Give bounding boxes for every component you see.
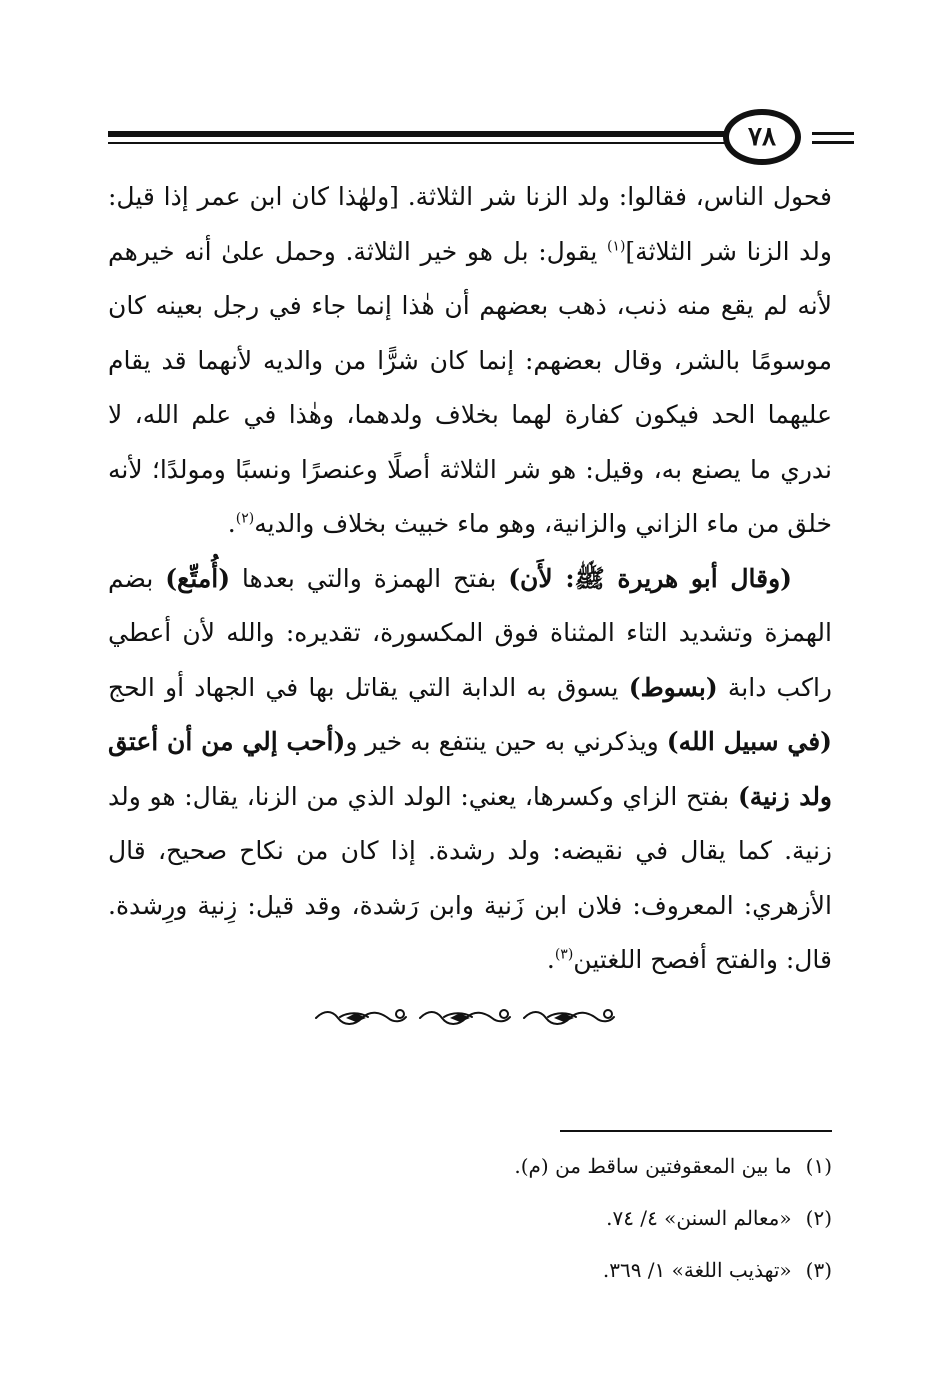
footnote-ref-3[interactable]: (٣) — [554, 946, 574, 963]
p1-text-2: يقول: بل هو خير الثلاثة. وحمل علىٰ أنه خيرهم لأنه لم يقع منه ذنب، ذهب بعضهم أن هٰذا إنما جاء في رجل بعينه كان موسومًا بالشر، وقال بعضهم: إنما كان شرًّا من والديه لأنهما قد يقام عليهما الحد فيكون كفارة لهما بخلاف ولدهما، وهٰذا في علم الله، لا ندري ما يصنع به، وقيل: هو شر الثلاثة أصلًا وعنصرًا ونسبًا ومولدًا؛ لأنه خلق من ماء الزاني والزانية، وهو ماء خبيث بخلاف والديه — [108, 236, 832, 538]
p2-bold-4: (في سبيل الله) — [666, 727, 832, 756]
footnote-ref-2[interactable]: (٢) — [235, 510, 255, 527]
footnote-number: (١) — [805, 1154, 832, 1178]
footnote-text: «تهذيب اللغة» ١/ ٣٦٩. — [602, 1258, 792, 1282]
footnote-ref-1[interactable]: (١) — [606, 238, 626, 255]
footnote-number: (٣) — [805, 1258, 832, 1282]
p2-bold-1: (وقال أبو هريرة ﷺ: لأَن) — [508, 563, 792, 593]
p2-text-3: يسوق به الدابة التي يقاتل بها في الجهاد أو الحج — [108, 672, 629, 702]
footnote-1 — [400, 1140, 832, 1192]
p2-bold-5: (أحب إلي من أن أعتق ولد زنية) — [108, 727, 833, 811]
p2-text-2: بضم الهمزة وتشديد التاء المثناة فوق المكسورة، تقديره: والله لأن أعطي راكب دابة — [108, 563, 833, 702]
header-rule-right-bottom — [812, 141, 854, 144]
footnote-2 — [400, 1192, 832, 1244]
header-rule-right-top — [812, 132, 854, 135]
p2-text-1: بفتح الهمزة والتي بعدها — [230, 563, 509, 593]
p2-text-4: ويذكرني به حين ينتفع به خير و — [345, 727, 667, 756]
footnote-3 — [400, 1244, 832, 1296]
p2-text-6: . — [546, 945, 555, 974]
footnote-separator — [560, 1130, 832, 1132]
body-text — [108, 170, 832, 988]
footnote-text: ما بين المعقوفتين ساقط من (م). — [514, 1154, 792, 1178]
footnotes — [400, 1140, 832, 1296]
footnote-number: (٢) — [805, 1206, 832, 1230]
p2-bold-2: (أُمتِّع) — [165, 563, 231, 593]
header-rule-thin — [108, 142, 725, 144]
header-rule-thick — [108, 131, 725, 137]
section-divider-ornament — [310, 1000, 620, 1034]
paragraph-1 — [108, 170, 832, 552]
p2-text-5: بفتح الزاي وكسرها، يعني: الولد الذي من الزنا، يقال: هو ولد زنية. كما يقال في نقيضه: ولد رشدة. إذا كان من نكاح صحيح، قال الأزهري: المعروف: فلان ابن زَنية وابن رَشدة، وقد قيل: زِنية ورِشدة. قال: والفتح أفصح اللغتين — [108, 781, 832, 974]
footnote-text: «معالم السنن» ٤/ ٧٤. — [606, 1206, 792, 1230]
p1-text-3: . — [227, 509, 236, 538]
p2-bold-3: (بسوط) — [628, 672, 718, 702]
page-number-badge — [723, 109, 801, 165]
paragraph-2 — [108, 552, 832, 988]
page-number: ٧٨ — [748, 122, 776, 152]
p1-text-1: فحول الناس، فقالوا: ولد الزنا شر الثلاثة. [ولهٰذا كان ابن عمر إذا قيل: ولد الزنا شر الثلاثة] — [108, 182, 832, 266]
